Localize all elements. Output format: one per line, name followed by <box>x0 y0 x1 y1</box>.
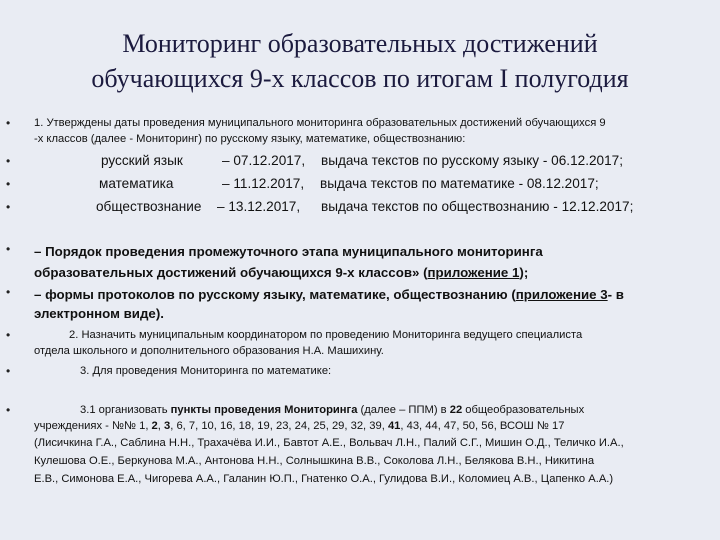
school-number: 41 <box>387 420 401 432</box>
item31-line-5: Е.В., Симонова Е.А., Чигорева А.А., Галанин Ю.П., Гнатенко О.А., Гулидова В.И., Коломиец А.В., Цапенко А.А.) <box>34 473 614 485</box>
schedule-issue: выдача текстов по математике - 08.12.2017; <box>320 176 599 191</box>
bullet: • <box>6 177 11 191</box>
forms-end: - в <box>607 287 624 302</box>
item31-line-4: Кулешова О.Е., Беркунова М.А., Антонова Н.Н., Солнышкина В.В., Соколова Л.Н., Белякова В.Н., Никитина <box>34 455 595 467</box>
title-line-1: Мониторинг образовательных достижений <box>122 29 598 58</box>
school-number: 2 <box>151 420 158 432</box>
schedule-subject: русский язык <box>101 153 183 168</box>
procedure-line-2 <box>34 263 528 282</box>
procedure-line-1: – Порядок проведения промежуточного этапа муниципального мониторинга <box>34 244 543 259</box>
bullet: • <box>6 200 11 214</box>
bullet: • <box>6 328 11 342</box>
bullet: • <box>6 154 11 168</box>
item31-text: общеобразовательных <box>462 404 585 416</box>
item31-text: , 43, 44, 47, 50, 56, ВСОШ № 17 <box>400 420 565 432</box>
item31-count: 22 <box>449 404 463 416</box>
title-line-2: обучающихся 9-х классов по итогам I полугодия <box>91 64 629 93</box>
item1-line-1: 1. Утверждены даты проведения муниципального мониторинга образовательных достижений обучающихся 9 <box>34 117 606 129</box>
schedule-subject: обществознание <box>96 199 202 214</box>
item31-text: , <box>157 420 164 432</box>
schedule-date: – 07.12.2017, <box>222 153 306 168</box>
slide-title <box>30 26 690 96</box>
item1-line-2: -х классов (далее - Мониторинг) по русскому языку, математике, обществознанию: <box>34 133 466 145</box>
forms-line-1 <box>34 285 624 304</box>
item2-line-1: 2. Назначить муниципальным координатором по проведению Мониторинга ведущего специалиста <box>69 329 583 341</box>
schedule-subject: математика <box>99 176 174 191</box>
item31-text: (далее – ППМ) в <box>357 404 450 416</box>
procedure-end: ); <box>519 265 529 280</box>
bullet: • <box>6 285 11 299</box>
item31-text: учреждениях - №№ 1, <box>34 420 152 432</box>
bullet: • <box>6 364 11 378</box>
appendix-1-link[interactable]: приложение 1 <box>427 265 520 280</box>
forms-line-2: электронном виде). <box>34 306 164 321</box>
item31-line-2 <box>34 419 564 434</box>
schedule-issue: выдача текстов по обществознанию - 12.12.2017; <box>321 199 634 214</box>
item31-points: пункты проведения Мониторинга <box>170 404 358 416</box>
schedule-date: – 11.12.2017, <box>222 176 305 191</box>
bullet: • <box>6 403 11 417</box>
item3-line-1: 3. Для проведения Мониторинга по математике: <box>80 365 332 377</box>
bullet: • <box>6 242 11 256</box>
school-number: 3 <box>164 420 171 432</box>
schedule-issue: выдача текстов по русскому языку - 06.12.2017; <box>321 153 623 168</box>
item31-line-3: (Лисичкина Г.А., Саблина Н.Н., Трахачёва И.И., Бавтот А.Е., Вольвач Л.Н., Палий С.Г., Мишин О.Д., Теличко И.А., <box>34 437 624 449</box>
schedule-date: – 13.12.2017, <box>217 199 301 214</box>
item31-text: 3.1 организовать <box>80 404 171 416</box>
appendix-3-link[interactable]: приложение 3 <box>515 287 608 302</box>
item31-line-1 <box>80 403 584 418</box>
bullet: • <box>6 116 11 130</box>
procedure-text: образовательных достижений обучающихся 9-х классов» ( <box>34 265 428 280</box>
item31-text: , 6, 7, 10, 16, 18, 19, 23, 24, 25, 29, 32, 39, <box>170 420 388 432</box>
item2-line-2: отдела школьного и дополнительного образования Н.А. Машихину. <box>34 345 384 357</box>
forms-text: – формы протоколов по русскому языку, математике, обществознанию ( <box>34 287 516 302</box>
